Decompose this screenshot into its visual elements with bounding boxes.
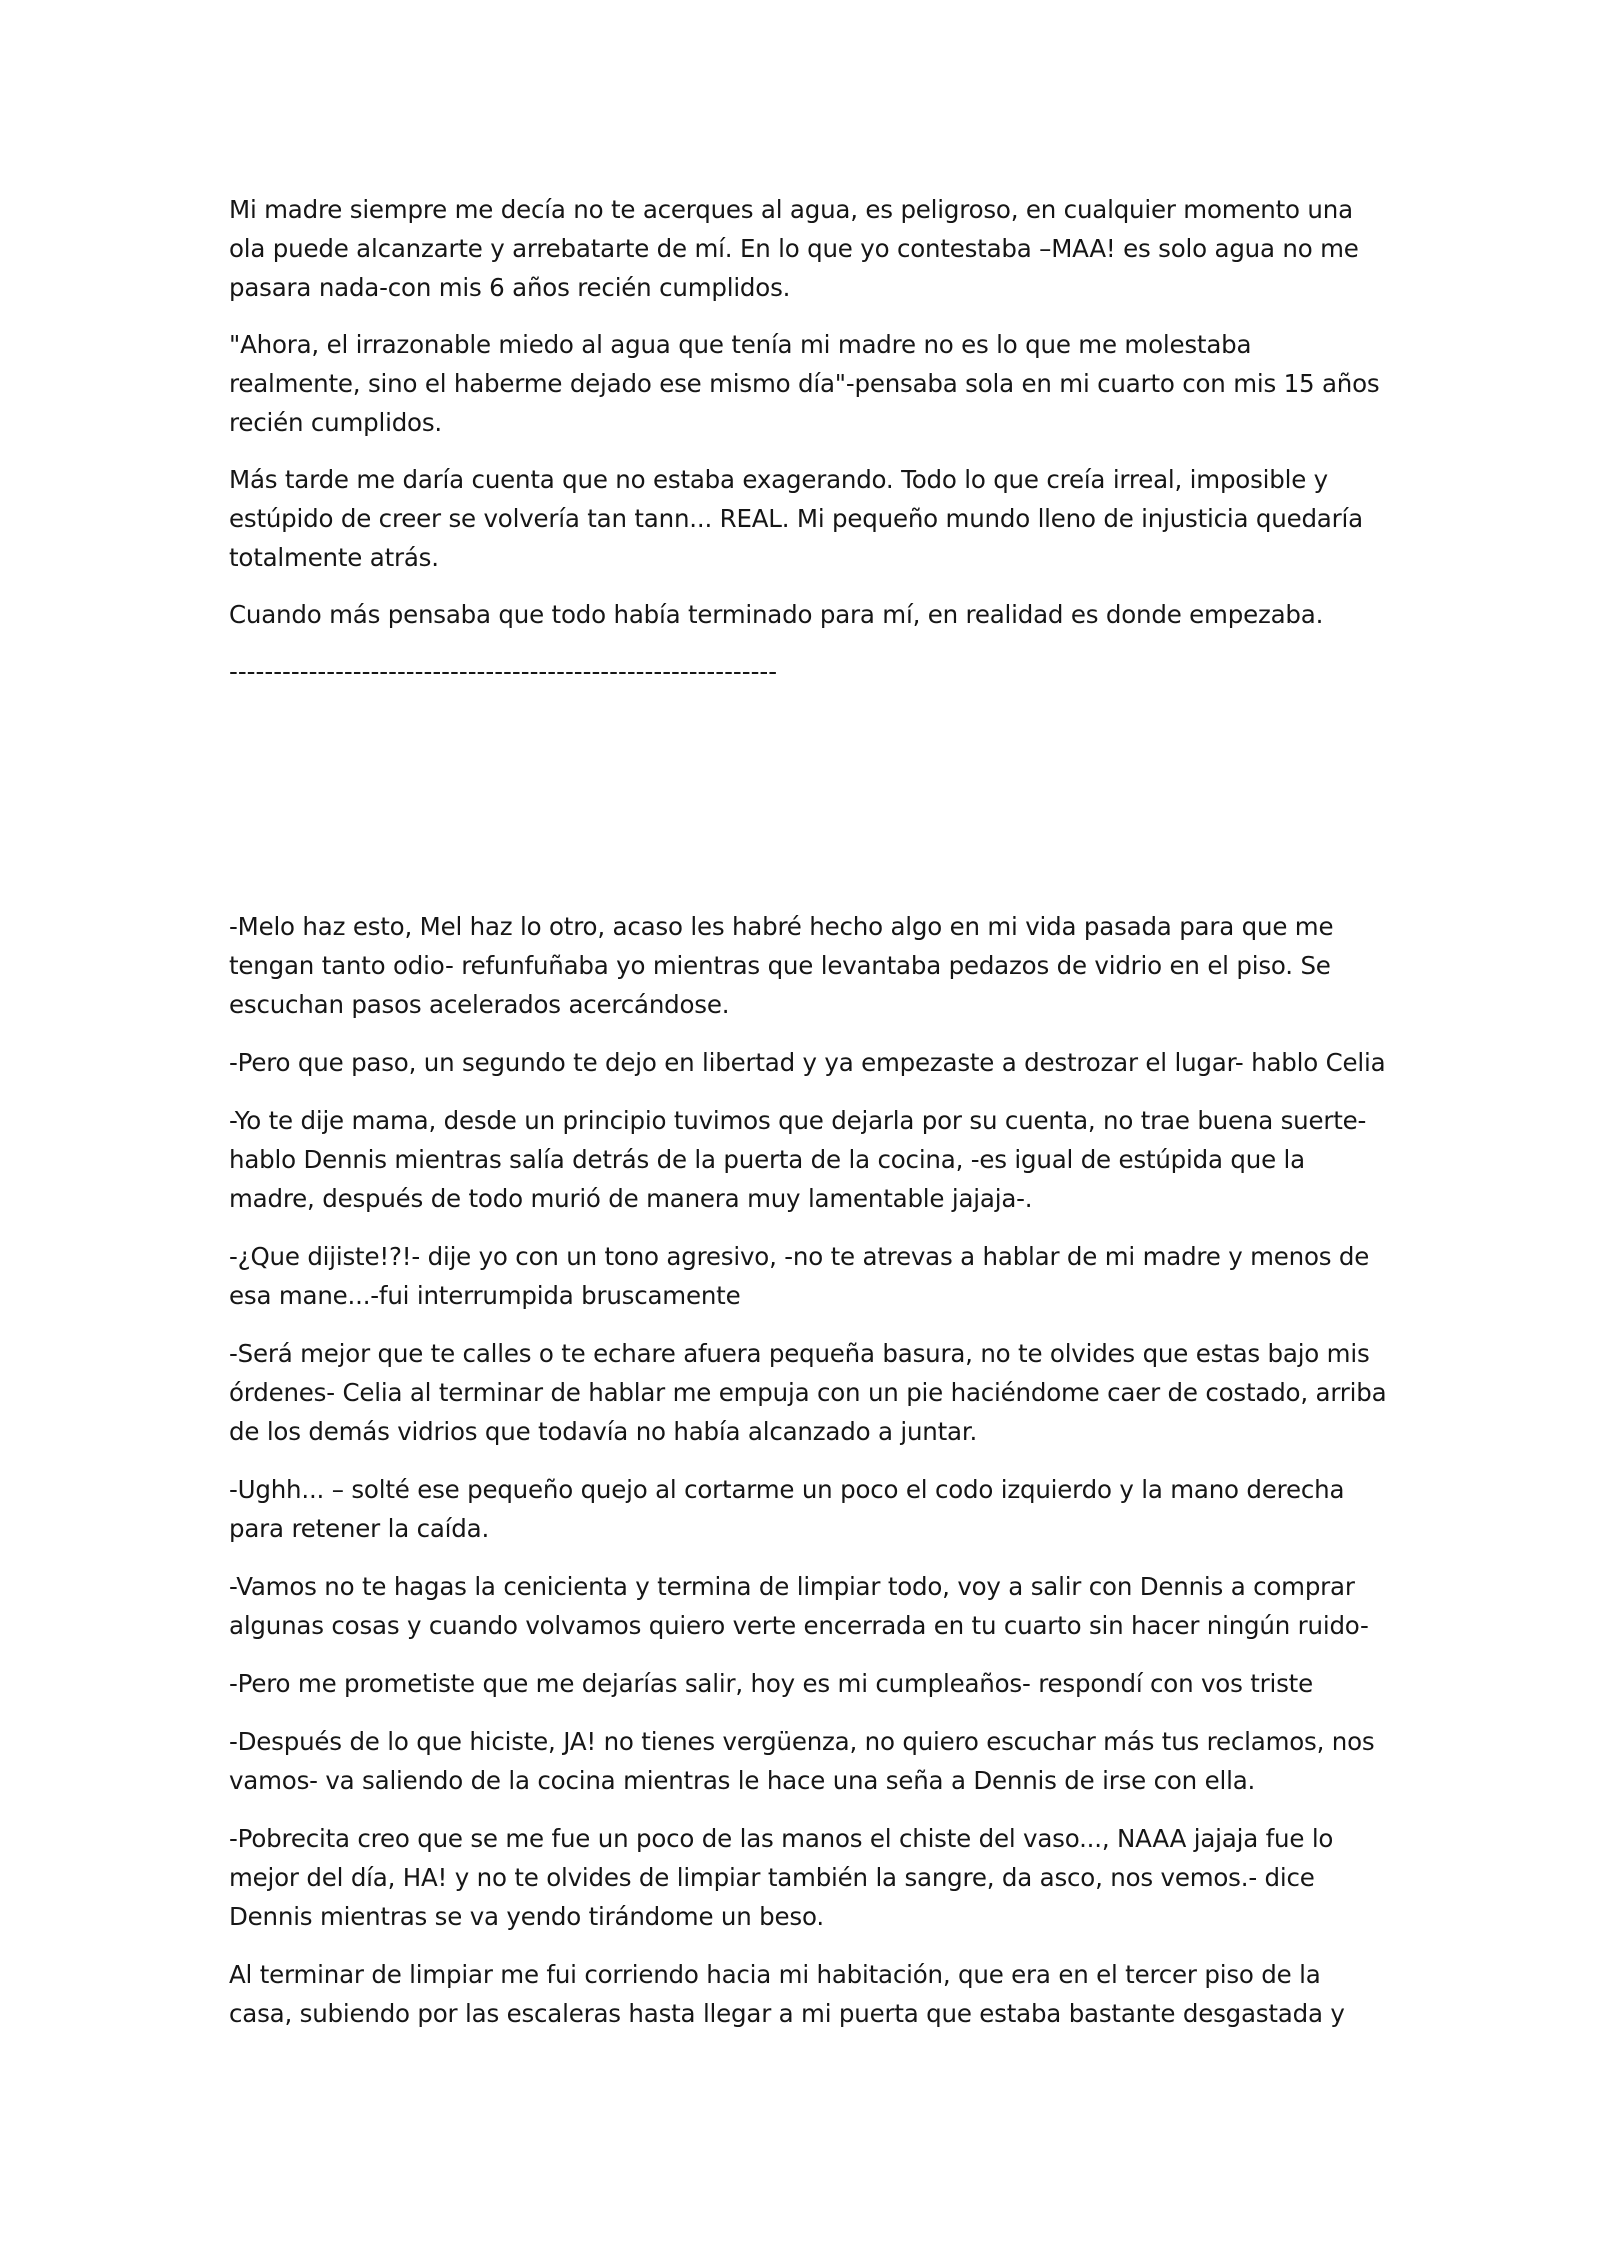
story-section [229,907,1389,2052]
intro-paragraph-4: Cuando más pensaba que todo había terminado para mí, en realidad es donde empezaba. [229,600,1324,629]
intro-section [229,190,1389,709]
story-paragraph-8: -Pero me prometiste que me dejarías salir, hoy es mi cumpleaños- respondí con vos triste [229,1669,1313,1698]
intro-paragraph-2: "Ahora, el irrazonable miedo al agua que tenía mi madre no es lo que me molestaba realmente, sino el haberme dejado ese mismo día"-pensaba sola en mi cuarto con mis 15 años recién cumplidos. [229,330,1380,437]
story-paragraph-10: -Pobrecita creo que se me fue un poco de las manos el chiste del vaso..., NAAA jajaja fue lo mejor del día, HA! y no te olvides de limpiar también la sangre, da asco, nos vemos.- dice Dennis mientras se va yendo tirándome un beso. [229,1824,1334,1931]
story-paragraph-4: -¿Que dijiste!?!- dije yo con un tono agresivo, -no te atrevas a hablar de mi madre y menos de esa mane...-fui interrumpida bruscamente [229,1242,1370,1310]
story-paragraph-1: -Melo haz esto, Mel haz lo otro, acaso les habré hecho algo en mi vida pasada para que me tengan tanto odio- refunfuñaba yo mientras que levantaba pedazos de vidrio en el piso. Se escuchan pasos acelerados acercándose. [229,912,1334,1019]
story-paragraph-7: -Vamos no te hagas la cenicienta y termina de limpiar todo, voy a salir con Dennis a comprar algunas cosas y cuando volvamos quiero verte encerrada en tu cuarto sin hacer ningún ruido- [229,1572,1369,1640]
story-paragraph-5: -Será mejor que te calles o te echare afuera pequeña basura, no te olvides que estas bajo mis órdenes- Celia al terminar de hablar me empuja con un pie haciéndome caer de costado, arriba de los demás vidrios que todavía no había alcanzado a juntar. [229,1339,1387,1446]
story-paragraph-2: -Pero que paso, un segundo te dejo en libertad y ya empezaste a destrozar el lugar- hablo Celia [229,1048,1386,1077]
story-paragraph-3: -Yo te dije mama, desde un principio tuvimos que dejarla por su cuenta, no trae buena suerte- hablo Dennis mientras salía detrás de la puerta de la cocina, -es igual de estúpida que la madre, después de todo murió de manera muy lamentable jajaja-. [229,1106,1367,1213]
intro-paragraph-1: Mi madre siempre me decía no te acerques al agua, es peligroso, en cualquier momento una ola puede alcanzarte y arrebatarte de mí. En lo que yo contestaba –MAA! es solo agua no me pasara nada-con mis 6 años recién cumplidos. [229,195,1359,302]
story-paragraph-9: -Después de lo que hiciste, JA! no tienes vergüenza, no quiero escuchar más tus reclamos, nos vamos- va saliendo de la cocina mientras le hace una seña a Dennis de irse con ella. [229,1727,1375,1795]
section-separator: -------------------------------------------------------------- [229,657,778,686]
intro-paragraph-3: Más tarde me daría cuenta que no estaba exagerando. Todo lo que creía irreal, imposible y estúpido de creer se volvería tan tann... REAL. Mi pequeño mundo lleno de injusticia quedaría totalmente atrás. [229,465,1363,572]
story-paragraph-6: -Ughh... – solté ese pequeño quejo al cortarme un poco el codo izquierdo y la mano derecha para retener la caída. [229,1475,1345,1543]
story-paragraph-11: Al terminar de limpiar me fui corriendo hacia mi habitación, que era en el tercer piso de la casa, subiendo por las escaleras hasta llegar a mi puerta que estaba bastante desgastada y [229,1960,1345,2028]
